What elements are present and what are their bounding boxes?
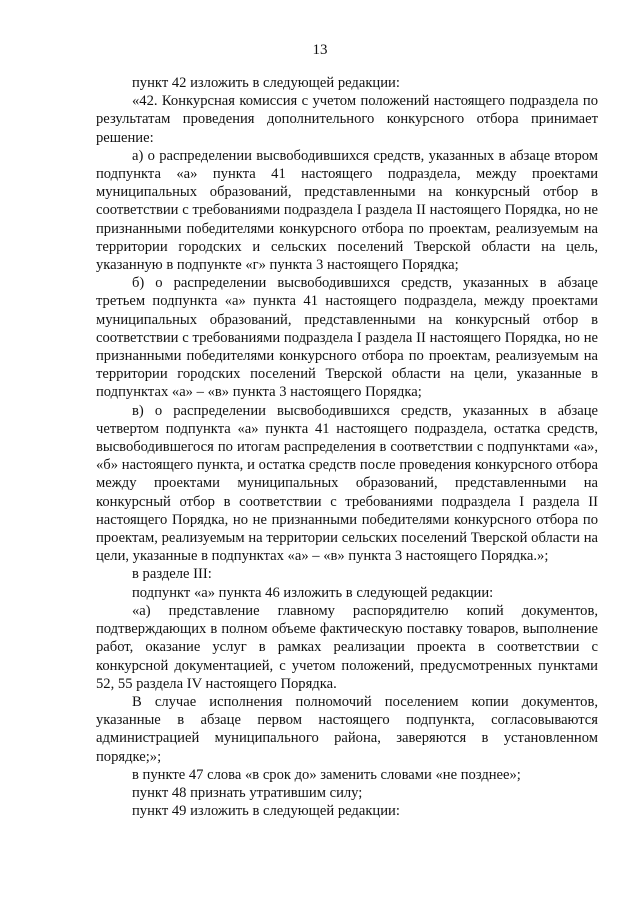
paragraph-5: в) о распределении высвободившихся средств, указанных в абзаце четвертом подпункта «а» пункта 41 настоящего подраздела, остатка средств, высвободившегося по итогам распределения в соответствии с подпунктами «а», «б» настоящего пункта, и остатка средств после проведения конкурсного отбора между проектами муниципальных образований, представленными на конкурсный отбор в соответствии с требованиями подраздела I раздела II настоящего Порядка, но не признанными победителями конкурсного отбора по проектам, реализуемым на территории сельских поселений Тверской области на цели, указанные в подпунктах «а» – «в» пункта 3 настоящего Порядка.»;: [96, 402, 598, 565]
paragraph-8: «а) представление главному распорядителю копий документов, подтверждающих в полном объеме фактическую поставку товаров, выполнение работ, оказание услуг в рамках реализации проекта в соответствии с конкурсной документацией, с учетом положений, предусмотренных пунктами 52, 55 раздела IV настоящего Порядка.: [96, 602, 598, 692]
paragraph-10: в пункте 47 слова «в срок до» заменить словами «не позднее»;: [132, 766, 521, 783]
paragraph-12: пункт 49 изложить в следующей редакции:: [132, 803, 400, 820]
paragraph-4: б) о распределении высвободившихся средств, указанных в абзаце третьем подпункта «а» пункта 41 настоящего подраздела, между проектами муниципальных образований, представленными на конкурсный отбор в соответствии с требованиями подраздела I раздела II настоящего Порядка, но не признанными победителями конкурсного отбора по проектам, реализуемым на территории городских поселений Тверской области на цели, указанные в подпунктах «а» – «в» пункта 3 настоящего Порядка;: [96, 275, 598, 401]
paragraph-3: а) о распределении высвободившихся средств, указанных в абзаце втором подпункта «а» пункта 41 настоящего подраздела, между проектами муниципальных образований, представленными на конкурсный отбор в соответствии с требованиями подраздела I раздела II настоящего Порядка, но не признанными победителями конкурсного отбора по проектам, реализуемым на территории городских и сельских поселений Тверской области на цель, указанную в подпункте «г» пункта 3 настоящего Порядка;: [96, 147, 598, 274]
page-number: 13: [312, 42, 328, 58]
document-body: [96, 74, 598, 820]
paragraph-9: В случае исполнения полномочий поселением копии документов, указанные в абзаце первом настоящего подпункта, согласовываются администрацией муниципального района, заверяются в установленном порядке;»;: [96, 693, 598, 765]
paragraph-11: пункт 48 признать утратившим силу;: [132, 784, 363, 801]
paragraph-7: подпункт «а» пункта 46 изложить в следующей редакции:: [132, 584, 494, 601]
paragraph-6: в разделе III:: [132, 566, 212, 583]
paragraph-2: «42. Конкурсная комиссия с учетом положений настоящего подраздела по результатам проведения дополнительного конкурсного отбора принимает решение:: [96, 93, 598, 146]
paragraph-1: пункт 42 изложить в следующей редакции:: [132, 75, 400, 91]
